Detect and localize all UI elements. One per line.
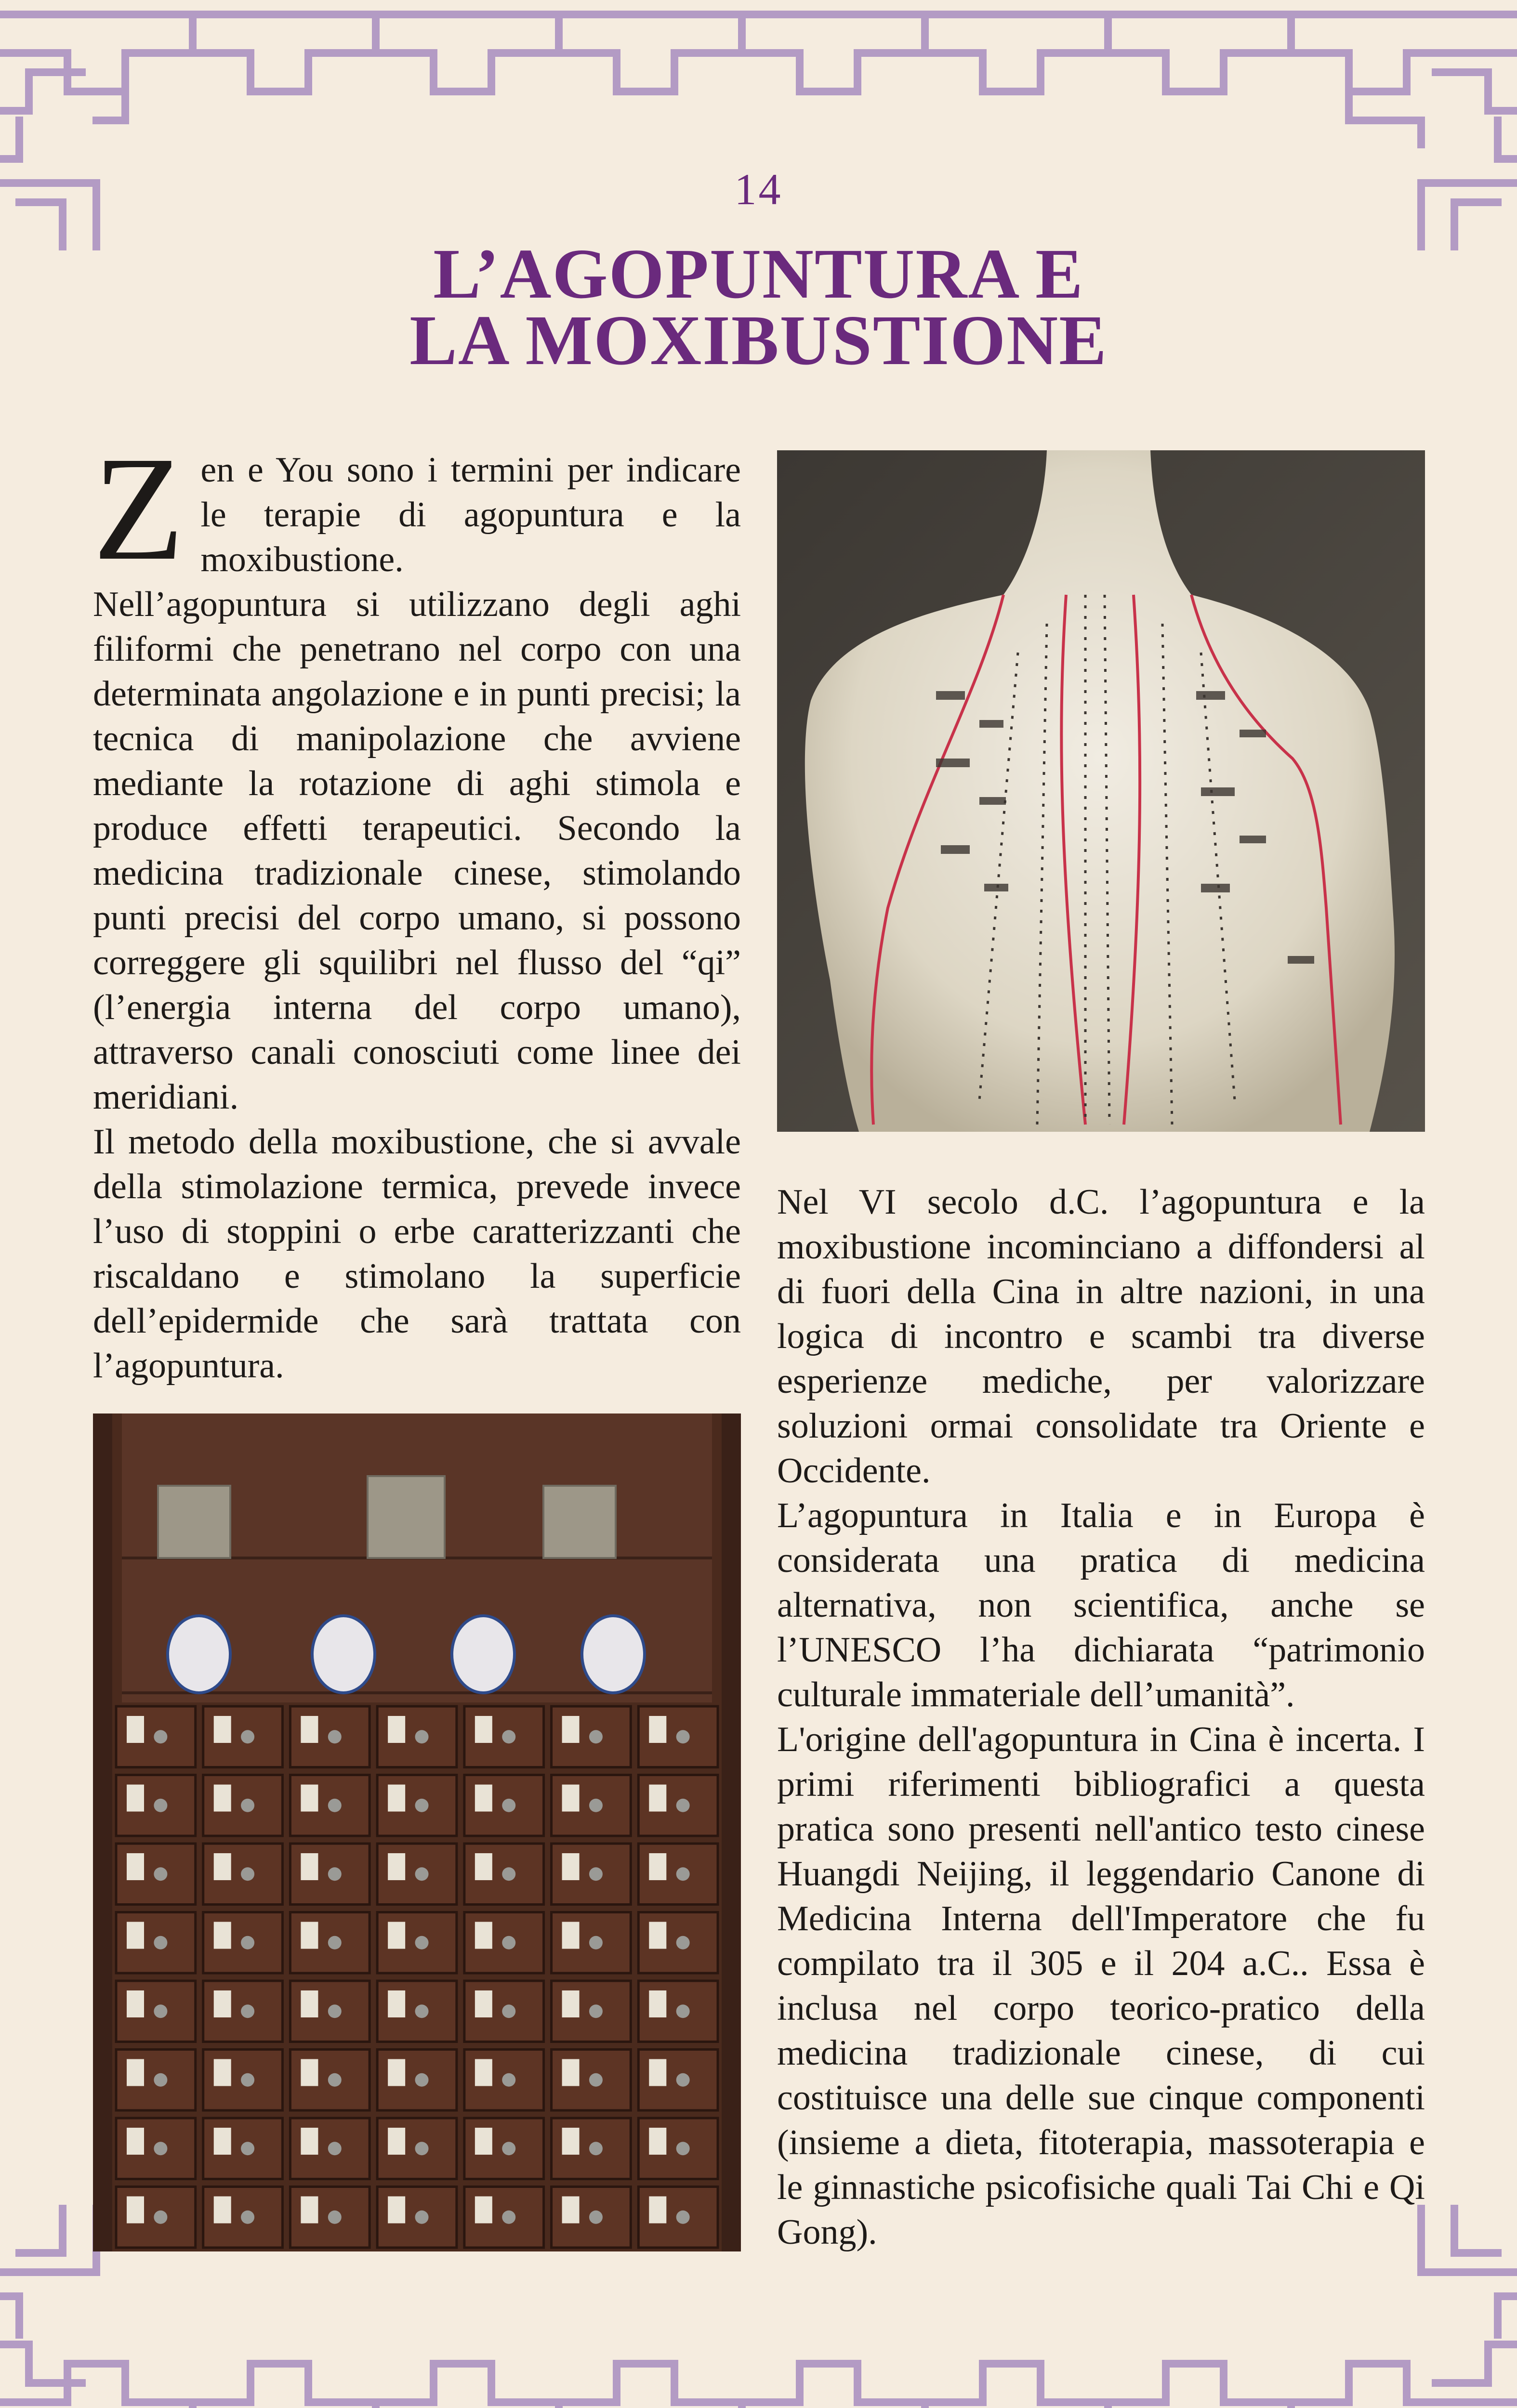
intro-paragraph — [93, 426, 741, 591]
acupuncture-model-photo — [777, 450, 1425, 1132]
title-line-2: LA MOXIBUSTIONE — [409, 301, 1108, 380]
left-text-column — [93, 426, 741, 1388]
right-text-column — [777, 1180, 1425, 2255]
origin-paragraph: L'origine dell'agopuntura in Cina è incerta. I primi riferimenti bibliografici a questa pratica sono presenti nell'antico testo cinese Huangdi Neijing, il leggendario Canone di Medicina Interna dell'Imperatore che fu compilato tra il 305 e il 204 a.C.. Essa è inclusa nel corpo teorico-pratico della medicina tradizionale cinese, di cui costituisce una delle sue cinque componenti (insieme a dieta, fitoterapia, massoterapia e le ginnastiche psicofisiche quali Tai Chi e Qi Gong). — [777, 1720, 1425, 2252]
title-line-1: L’AGOPUNTURA E — [433, 235, 1084, 314]
drop-cap: Z — [93, 426, 185, 591]
page-number: 14 — [734, 165, 783, 214]
page-title — [0, 235, 1517, 380]
moxibustion-paragraph: Il metodo della moxibustione, che si avvale della stimolazione termica, prevede invece l’uso di stoppini o erbe caratterizzanti che riscaldano e stimolano la superficie dell’epidermide che sarà trattata con l’agopuntura. — [93, 1122, 741, 1386]
history-paragraph: Nel VI secolo d.C. l’agopuntura e la moxibustione incominciano a diffondersi al di fuori della Cina in altre nazioni, in una logica di incontro e scambi tra diverse esperienze mediche, per valorizzare soluzioni ormai consolidate tra Oriente e Occidente. — [777, 1182, 1425, 1491]
europe-paragraph: L’agopuntura in Italia e in Europa è considerata una pratica di medicina alternativa, non scientifica, anche se l’UNESCO l’ha dichiarata “patrimonio culturale immateriale dell’umanità”. — [777, 1496, 1425, 1714]
acupuncture-paragraph: Nell’agopuntura si utilizzano degli aghi filiformi che penetrano nel corpo con una determinata angolazione e in punti precisi; la tecnica di manipolazione che avviene mediante la rotazione di aghi stimola e produce effetti terapeutici. Secondo la medicina tradizionale cinese, stimolando punti precisi del corpo umano, si possono correggere gli squilibri nel flusso del “qi” (l’energia interna del corpo umano), attraverso canali conosciuti come linee dei meridiani. — [93, 585, 741, 1117]
intro-text: en e You sono i termini per indicare le terapie di agopuntura e la moxibustione. — [200, 450, 741, 579]
herbal-cabinet-photo — [93, 1413, 741, 2251]
